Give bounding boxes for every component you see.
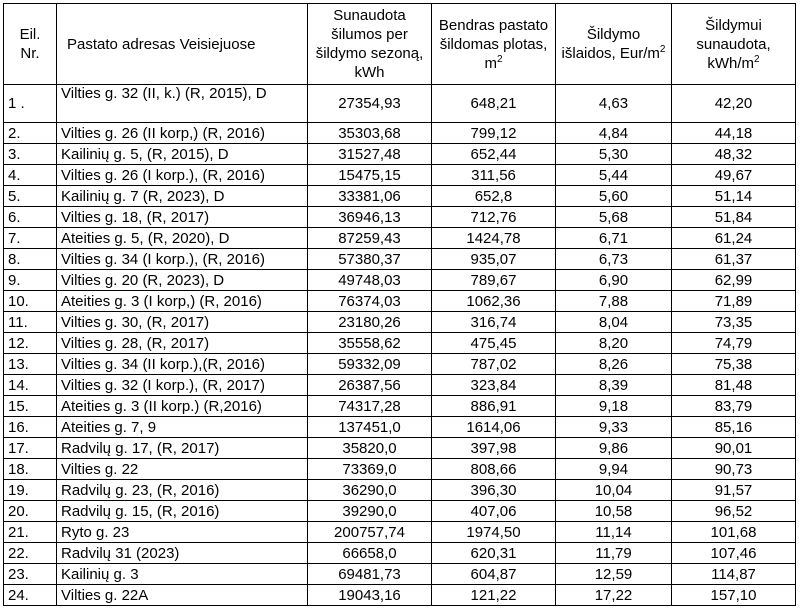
cell-per-area: 90,73 <box>672 459 796 480</box>
cell-consumed: 23180,26 <box>308 312 432 333</box>
cell-nr: 21. <box>4 522 57 543</box>
cell-nr: 3. <box>4 144 57 165</box>
cell-address: Ateities g. 5, (R, 2020), D <box>57 228 308 249</box>
header-address: Pastato adresas Veisiejuose <box>57 4 308 85</box>
cell-address: Radvilų g. 17, (R, 2017) <box>57 438 308 459</box>
cell-cost: 5,60 <box>556 186 672 207</box>
cell-cost: 8,20 <box>556 333 672 354</box>
cell-cost: 11,14 <box>556 522 672 543</box>
header-area <box>432 4 556 85</box>
cell-area: 799,12 <box>432 123 556 144</box>
cell-area: 886,91 <box>432 396 556 417</box>
header-cost-text: Šildymo išlaidos, Eur/m <box>561 26 660 62</box>
table-row <box>4 291 796 312</box>
table-row <box>4 522 796 543</box>
cell-area: 789,67 <box>432 270 556 291</box>
cell-per-area: 85,16 <box>672 417 796 438</box>
cell-address: Radvilų g. 23, (R, 2016) <box>57 480 308 501</box>
cell-nr: 20. <box>4 501 57 522</box>
cell-nr: 14. <box>4 375 57 396</box>
cell-per-area: 91,57 <box>672 480 796 501</box>
cell-address: Vilties g. 28, (R, 2017) <box>57 333 308 354</box>
cell-nr: 16. <box>4 417 57 438</box>
cell-area: 935,07 <box>432 249 556 270</box>
cell-address: Ateities g. 3 (I korp,) (R, 2016) <box>57 291 308 312</box>
cell-per-area: 44,18 <box>672 123 796 144</box>
cell-consumed: 73369,0 <box>308 459 432 480</box>
table-row <box>4 85 796 123</box>
table-row <box>4 396 796 417</box>
cell-address: Vilties g. 32 (II, k.) (R, 2015), D <box>57 85 308 123</box>
cell-area: 604,87 <box>432 564 556 585</box>
cell-consumed: 31527,48 <box>308 144 432 165</box>
table-row <box>4 333 796 354</box>
table-row <box>4 165 796 186</box>
table-row <box>4 564 796 585</box>
cell-nr: 6. <box>4 207 57 228</box>
cell-nr: 22. <box>4 543 57 564</box>
cell-per-area: 62,99 <box>672 270 796 291</box>
cell-consumed: 137451,0 <box>308 417 432 438</box>
cell-consumed: 69481,73 <box>308 564 432 585</box>
cell-nr: 4. <box>4 165 57 186</box>
header-area-sup: 2 <box>496 53 503 65</box>
cell-cost: 5,44 <box>556 165 672 186</box>
cell-per-area: 81,48 <box>672 375 796 396</box>
table-row <box>4 354 796 375</box>
cell-nr: 19. <box>4 480 57 501</box>
cell-cost: 6,71 <box>556 228 672 249</box>
cell-area: 712,76 <box>432 207 556 228</box>
cell-area: 1424,78 <box>432 228 556 249</box>
table-row <box>4 375 796 396</box>
header-per-area <box>672 4 796 85</box>
cell-consumed: 76374,03 <box>308 291 432 312</box>
cell-area: 407,06 <box>432 501 556 522</box>
cell-per-area: 107,46 <box>672 543 796 564</box>
cell-area: 396,30 <box>432 480 556 501</box>
cell-area: 1614,06 <box>432 417 556 438</box>
cell-consumed: 26387,56 <box>308 375 432 396</box>
cell-per-area: 75,38 <box>672 354 796 375</box>
cell-area: 311,56 <box>432 165 556 186</box>
cell-area: 787,02 <box>432 354 556 375</box>
cell-cost: 9,18 <box>556 396 672 417</box>
cell-area: 620,31 <box>432 543 556 564</box>
cell-cost: 11,79 <box>556 543 672 564</box>
cell-per-area: 101,68 <box>672 522 796 543</box>
table-body <box>4 85 796 606</box>
table-row <box>4 543 796 564</box>
cell-nr: 17. <box>4 438 57 459</box>
table-row <box>4 312 796 333</box>
cell-cost: 8,39 <box>556 375 672 396</box>
cell-nr: 8. <box>4 249 57 270</box>
header-area-text: Bendras pastato šildomas plotas, m <box>438 16 549 72</box>
table-row <box>4 501 796 522</box>
header-per-area-text: Šildymui sunaudota, kWh/m <box>696 16 771 72</box>
header-consumed: Sunaudota šilumos per šildymo sezoną, kWh <box>308 4 432 85</box>
cell-per-area: 71,89 <box>672 291 796 312</box>
cell-per-area: 51,14 <box>672 186 796 207</box>
cell-consumed: 39290,0 <box>308 501 432 522</box>
cell-cost: 8,26 <box>556 354 672 375</box>
cell-per-area: 90,01 <box>672 438 796 459</box>
cell-address: Kailinių g. 5, (R, 2015), D <box>57 144 308 165</box>
cell-per-area: 157,10 <box>672 585 796 606</box>
cell-address: Ateities g. 7, 9 <box>57 417 308 438</box>
table-row <box>4 585 796 606</box>
cell-area: 648,21 <box>432 85 556 123</box>
cell-per-area: 73,35 <box>672 312 796 333</box>
cell-cost: 6,73 <box>556 249 672 270</box>
cell-area: 397,98 <box>432 438 556 459</box>
header-nr: Eil. Nr. <box>4 4 57 85</box>
cell-per-area: 61,37 <box>672 249 796 270</box>
table-row <box>4 249 796 270</box>
cell-address: Vilties g. 26 (I korp.), (R, 2016) <box>57 165 308 186</box>
cell-address: Vilties g. 34 (I korp.), (R, 2016) <box>57 249 308 270</box>
cell-consumed: 27354,93 <box>308 85 432 123</box>
cell-consumed: 200757,74 <box>308 522 432 543</box>
cell-cost: 10,58 <box>556 501 672 522</box>
cell-nr: 15. <box>4 396 57 417</box>
cell-address: Radvilų 31 (2023) <box>57 543 308 564</box>
cell-consumed: 19043,16 <box>308 585 432 606</box>
cell-consumed: 49748,03 <box>308 270 432 291</box>
heating-table <box>3 3 796 606</box>
table-row <box>4 228 796 249</box>
cell-address: Vilties g. 26 (II korp,) (R, 2016) <box>57 123 308 144</box>
cell-cost: 5,30 <box>556 144 672 165</box>
cell-cost: 6,90 <box>556 270 672 291</box>
cell-consumed: 36946,13 <box>308 207 432 228</box>
cell-cost: 7,88 <box>556 291 672 312</box>
cell-cost: 10,04 <box>556 480 672 501</box>
cell-nr: 12. <box>4 333 57 354</box>
cell-cost: 12,59 <box>556 564 672 585</box>
cell-per-area: 74,79 <box>672 333 796 354</box>
cell-nr: 23. <box>4 564 57 585</box>
cell-per-area: 96,52 <box>672 501 796 522</box>
cell-area: 652,8 <box>432 186 556 207</box>
cell-consumed: 87259,43 <box>308 228 432 249</box>
cell-address: Ryto g. 23 <box>57 522 308 543</box>
header-row <box>4 4 796 85</box>
cell-consumed: 35558,62 <box>308 333 432 354</box>
cell-area: 652,44 <box>432 144 556 165</box>
cell-area: 1062,36 <box>432 291 556 312</box>
cell-cost: 9,94 <box>556 459 672 480</box>
cell-consumed: 33381,06 <box>308 186 432 207</box>
cell-nr: 9. <box>4 270 57 291</box>
cell-address: Vilties g. 34 (II korp.),(R, 2016) <box>57 354 308 375</box>
table-row <box>4 480 796 501</box>
table-row <box>4 459 796 480</box>
cell-area: 323,84 <box>432 375 556 396</box>
cell-nr: 10. <box>4 291 57 312</box>
cell-address: Ateities g. 3 (II korp.) (R,2016) <box>57 396 308 417</box>
cell-address: Kailinių g. 3 <box>57 564 308 585</box>
cell-cost: 4,84 <box>556 123 672 144</box>
cell-area: 475,45 <box>432 333 556 354</box>
cell-consumed: 35303,68 <box>308 123 432 144</box>
cell-consumed: 74317,28 <box>308 396 432 417</box>
cell-nr: 13. <box>4 354 57 375</box>
header-cost <box>556 4 672 85</box>
cell-nr: 24. <box>4 585 57 606</box>
cell-area: 808,66 <box>432 459 556 480</box>
cell-address: Vilties g. 20 (R, 2023), D <box>57 270 308 291</box>
cell-per-area: 83,79 <box>672 396 796 417</box>
cell-nr: 18. <box>4 459 57 480</box>
cell-nr: 2. <box>4 123 57 144</box>
table-row <box>4 270 796 291</box>
cell-area: 1974,50 <box>432 522 556 543</box>
table-row <box>4 207 796 228</box>
cell-address: Vilties g. 30, (R, 2017) <box>57 312 308 333</box>
cell-address: Vilties g. 22 <box>57 459 308 480</box>
cell-nr: 11. <box>4 312 57 333</box>
table-row <box>4 123 796 144</box>
cell-nr: 5. <box>4 186 57 207</box>
cell-per-area: 51,84 <box>672 207 796 228</box>
table-row <box>4 438 796 459</box>
cell-nr: 7. <box>4 228 57 249</box>
cell-consumed: 15475,15 <box>308 165 432 186</box>
cell-consumed: 36290,0 <box>308 480 432 501</box>
header-cost-sup: 2 <box>659 44 666 55</box>
cell-area: 316,74 <box>432 312 556 333</box>
cell-consumed: 66658,0 <box>308 543 432 564</box>
cell-per-area: 114,87 <box>672 564 796 585</box>
cell-consumed: 35820,0 <box>308 438 432 459</box>
cell-per-area: 61,24 <box>672 228 796 249</box>
cell-address: Vilties g. 22A <box>57 585 308 606</box>
cell-cost: 5,68 <box>556 207 672 228</box>
table-row <box>4 144 796 165</box>
cell-per-area: 49,67 <box>672 165 796 186</box>
cell-consumed: 59332,09 <box>308 354 432 375</box>
cell-address: Vilties g. 18, (R, 2017) <box>57 207 308 228</box>
cell-cost: 17,22 <box>556 585 672 606</box>
cell-per-area: 48,32 <box>672 144 796 165</box>
cell-address: Kailinių g. 7 (R, 2023), D <box>57 186 308 207</box>
cell-cost: 9,33 <box>556 417 672 438</box>
table-row <box>4 186 796 207</box>
cell-address: Vilties g. 32 (I korp.), (R, 2017) <box>57 375 308 396</box>
header-per-area-sup: 2 <box>754 53 760 65</box>
cell-per-area: 42,20 <box>672 85 796 123</box>
cell-area: 121,22 <box>432 585 556 606</box>
cell-cost: 9,86 <box>556 438 672 459</box>
table-row <box>4 417 796 438</box>
cell-nr: 1 . <box>4 85 57 123</box>
cell-address: Radvilų g. 15, (R, 2016) <box>57 501 308 522</box>
cell-cost: 8,04 <box>556 312 672 333</box>
cell-consumed: 57380,37 <box>308 249 432 270</box>
cell-cost: 4,63 <box>556 85 672 123</box>
